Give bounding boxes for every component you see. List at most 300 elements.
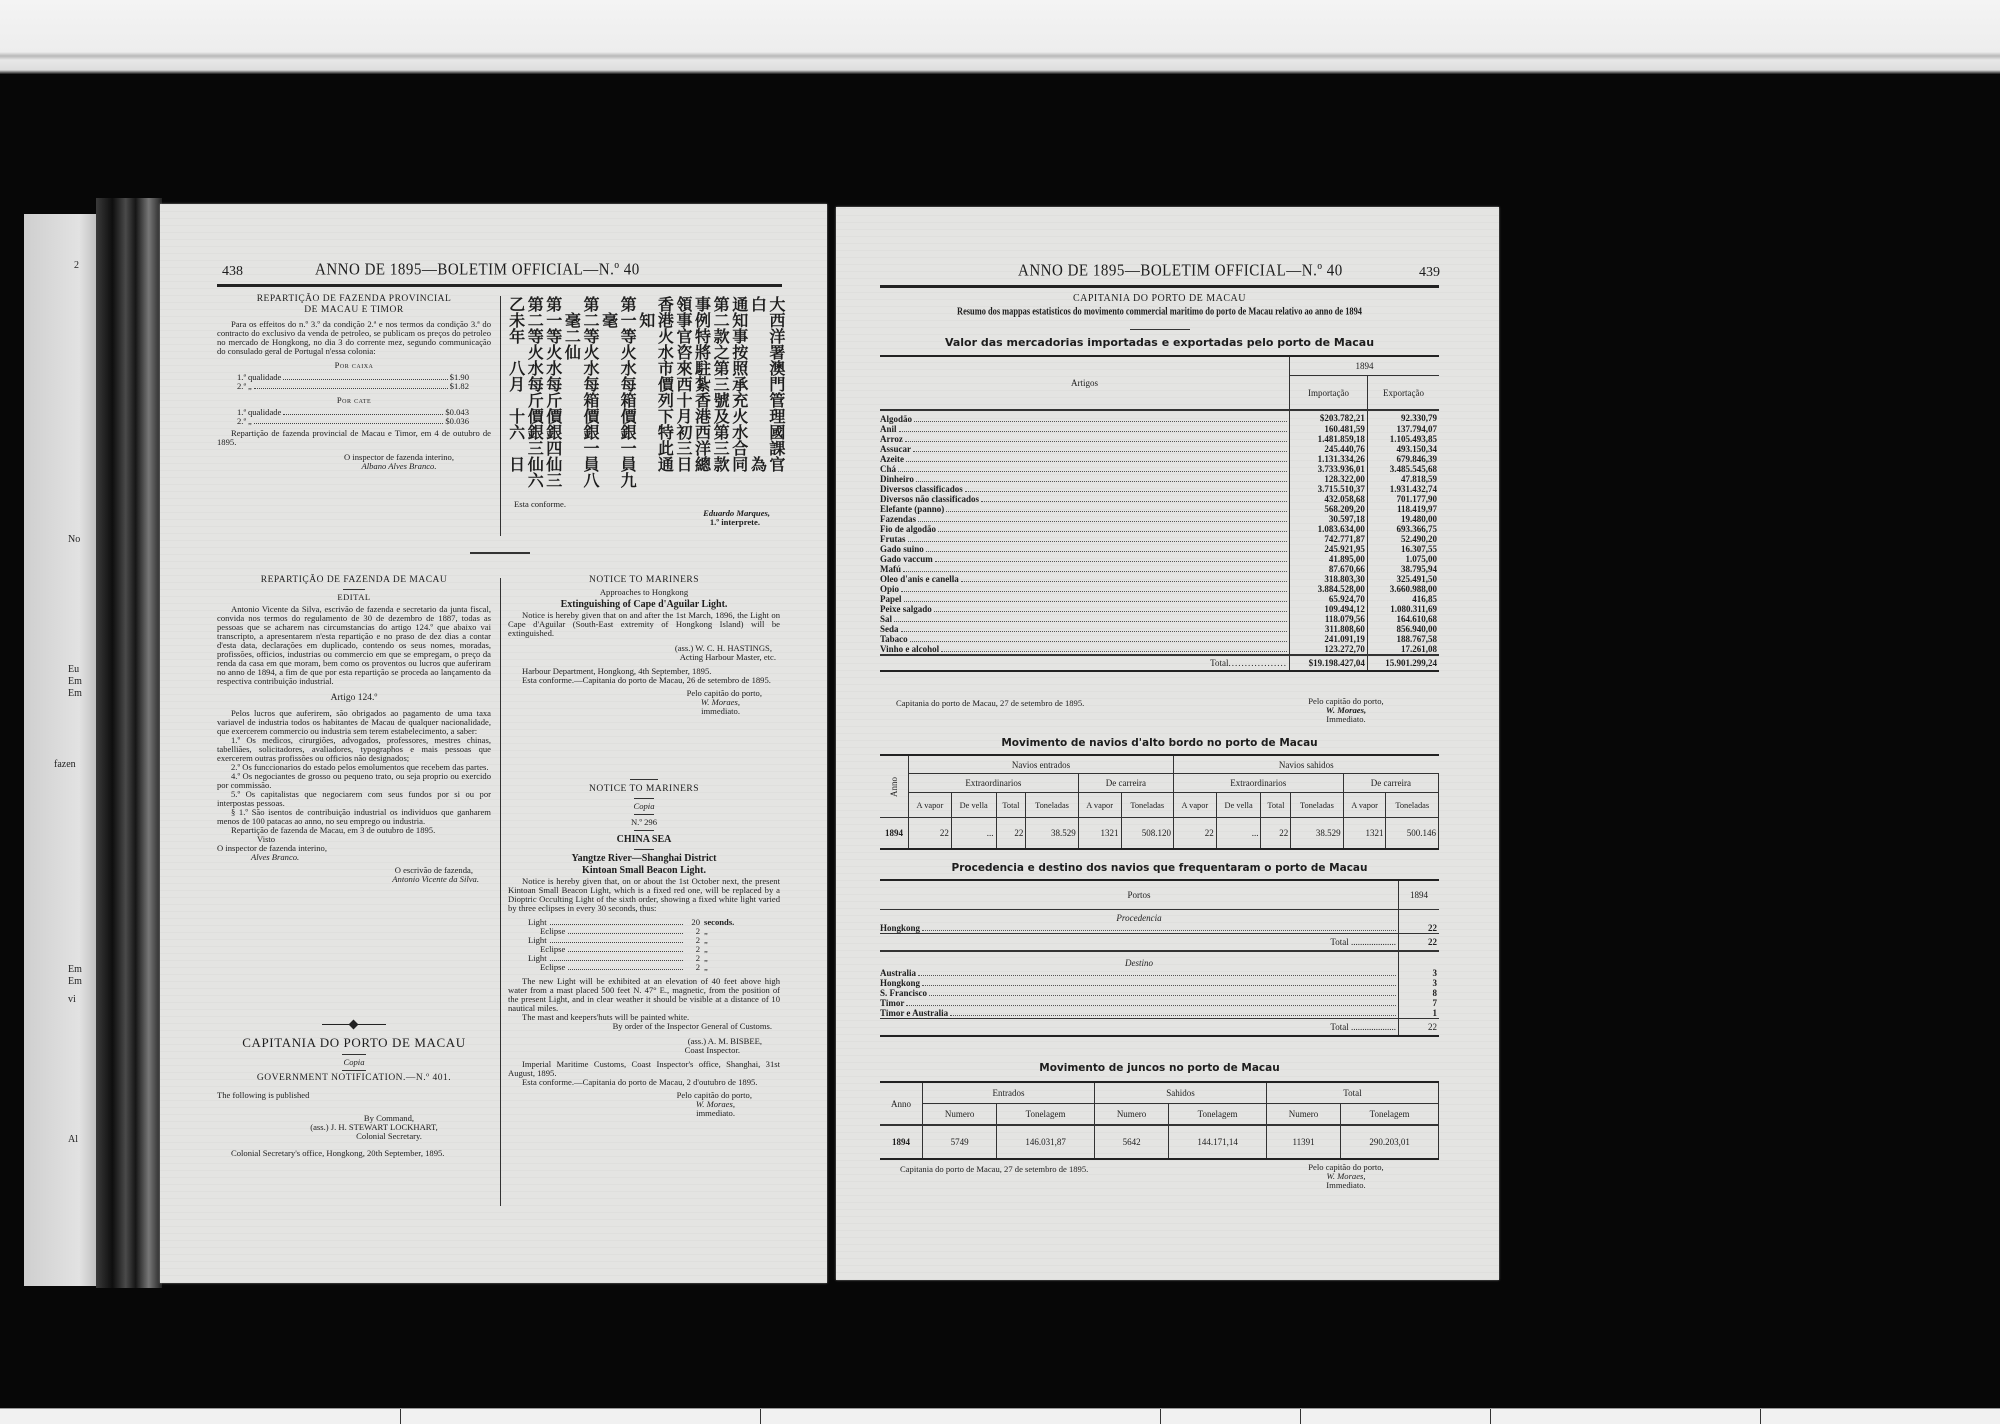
edital-notice bbox=[217, 574, 491, 884]
artigo-title: Artigo 124.º bbox=[330, 693, 378, 703]
fragment-text: No bbox=[68, 534, 81, 545]
port-leader bbox=[880, 968, 1398, 978]
table-row bbox=[880, 444, 1439, 454]
notice-title: NOTICE TO MARINERS bbox=[589, 575, 699, 585]
table-row bbox=[880, 968, 1439, 978]
dot-leader bbox=[568, 933, 683, 934]
artigo-cell bbox=[880, 644, 1290, 655]
signer-title: Coast Inspector. bbox=[684, 1045, 740, 1055]
dot-leader bbox=[550, 942, 683, 943]
export-value: 19.480,00 bbox=[1401, 514, 1437, 524]
artigo-cell bbox=[880, 474, 1290, 484]
artigo-paragraph: 4.º Os negociantes de grosso ou pequeno trato, ou seja proprio ou exercido por commissão. bbox=[217, 771, 491, 790]
export-value: 693.366,75 bbox=[1396, 524, 1437, 534]
artigo-name: Papel bbox=[880, 594, 902, 604]
dot-leader bbox=[894, 621, 1287, 622]
chinese-column: 第一等火水每箱價銀一員九 bbox=[618, 296, 638, 488]
pelo-capitao: Pelo capitão do porto, bbox=[1308, 696, 1384, 706]
artigo-name: Diversos não classificados bbox=[880, 494, 979, 504]
export-value: 1.080.311,69 bbox=[1390, 604, 1437, 614]
notice-subtitle: Approaches to Hongkong bbox=[599, 587, 689, 597]
artigo-leader bbox=[880, 594, 1289, 604]
signer-name: Albano Alves Branco. bbox=[361, 461, 437, 471]
export-value: 17.261,08 bbox=[1401, 644, 1437, 654]
table-row bbox=[880, 554, 1439, 564]
signer-name: W. Moraes, bbox=[1325, 705, 1367, 715]
phase-unit: „ bbox=[704, 962, 708, 972]
artigo-cell bbox=[880, 544, 1290, 554]
artigo-cell bbox=[880, 534, 1290, 544]
total-row bbox=[880, 655, 1439, 671]
valor-table bbox=[880, 355, 1439, 672]
blank bbox=[1399, 910, 1440, 924]
col-year: 1894 bbox=[1290, 356, 1440, 376]
col-tonelagem: Tonelagem bbox=[997, 1104, 1095, 1126]
year-cell: 1894 bbox=[880, 818, 909, 850]
col-year: 1894 bbox=[1399, 880, 1440, 910]
dot-leader bbox=[918, 521, 1287, 522]
phase-unit: „ bbox=[704, 926, 708, 936]
notification-number: GOVERNMENT NOTIFICATION.—N.º 401. bbox=[256, 1073, 452, 1083]
port-leader bbox=[880, 988, 1398, 998]
place-date: Colonial Secretary's office, Hongkong, 20th September, 1895. bbox=[231, 1148, 445, 1158]
phase-row bbox=[528, 963, 748, 972]
artigo-leader bbox=[880, 624, 1289, 634]
export-value: 416,85 bbox=[1412, 594, 1437, 604]
juncos-table-wrapper bbox=[880, 1081, 1439, 1160]
signer-name: W. Moraes, bbox=[700, 697, 740, 707]
artigo-leader bbox=[880, 554, 1289, 564]
separator bbox=[1130, 329, 1190, 330]
ornament-rule bbox=[322, 1024, 386, 1025]
port-value: 3 bbox=[1432, 968, 1437, 978]
artigo-name: Seda bbox=[880, 624, 899, 634]
port-name: Australia bbox=[880, 968, 916, 978]
artigo-leader bbox=[880, 584, 1289, 594]
header-row bbox=[880, 1104, 1439, 1126]
artigo-leader bbox=[880, 454, 1289, 464]
value-cell: 500.146 bbox=[1386, 818, 1439, 850]
table-row bbox=[880, 634, 1439, 644]
chinese-column: 第二等火水每箱價銀一員八 bbox=[580, 296, 600, 488]
dot-leader bbox=[899, 431, 1287, 432]
export-value: 137.794,07 bbox=[1396, 424, 1437, 434]
order-line: By order of the Inspector General of Customs. bbox=[612, 1021, 772, 1031]
export-value: 188.767,58 bbox=[1396, 634, 1437, 644]
dot-leader bbox=[922, 985, 1396, 986]
export-value: 679.846,39 bbox=[1396, 454, 1437, 464]
chinese-column: 知 bbox=[636, 296, 656, 328]
table-row bbox=[880, 504, 1439, 514]
copia-label: Copia bbox=[343, 1057, 365, 1067]
notice-title: REPARTIÇÃO DE FAZENDA PROVINCIAL bbox=[256, 294, 452, 304]
dot-leader bbox=[941, 651, 1287, 652]
conforme: Esta conforme.—Capitania do porto de Macau, 2 d'outubro de 1895. bbox=[522, 1077, 758, 1087]
total-value: 22 bbox=[1428, 1022, 1437, 1032]
export-value: 1.931.432,74 bbox=[1389, 484, 1437, 494]
artigo-leader bbox=[880, 514, 1289, 524]
table-row bbox=[880, 978, 1439, 988]
table-row bbox=[880, 484, 1439, 494]
chinese-conforme: Esta conforme. bbox=[514, 499, 567, 509]
artigo-cell bbox=[880, 594, 1290, 604]
sea-title: CHINA SEA bbox=[616, 834, 672, 845]
col-subheader: A vapor bbox=[1173, 793, 1216, 818]
dot-leader bbox=[981, 501, 1287, 502]
place-date: Imperial Maritime Customs, Coast Inspector's office, Shanghai, 31st August, 1895. bbox=[508, 1059, 780, 1078]
export-value: 493.150,34 bbox=[1396, 444, 1437, 454]
signer-role: Immediato. bbox=[1326, 714, 1366, 724]
export-value: 3.660.988,00 bbox=[1389, 584, 1437, 594]
juncos-title: Movimento de juncos no porto de Macau bbox=[1039, 1062, 1280, 1074]
artigo-leader bbox=[880, 484, 1289, 494]
value-cell: 1321 bbox=[1078, 818, 1121, 850]
chinese-column: 香港火水市價列下特此通 bbox=[655, 296, 675, 472]
procedencia-table-wrapper bbox=[880, 879, 1439, 1037]
artigo-leader bbox=[880, 414, 1289, 424]
import-value: 123.272,70 bbox=[1290, 644, 1368, 655]
value-cell: 508.120 bbox=[1121, 818, 1173, 850]
artigo-cell bbox=[880, 434, 1290, 444]
dot-leader bbox=[934, 611, 1287, 612]
port-cell bbox=[880, 1008, 1399, 1019]
notice-closing: Repartição de fazenda provincial de Macau e Timor, em 4 de outubro de 1895. bbox=[217, 428, 491, 447]
phase-value: 2 bbox=[695, 953, 700, 963]
import-value: 1.131.334,26 bbox=[1290, 454, 1368, 464]
col-subheader: Toneladas bbox=[1026, 793, 1078, 818]
signature-block bbox=[1276, 1163, 1416, 1190]
artigo-cell bbox=[880, 564, 1290, 574]
blank bbox=[1399, 951, 1440, 968]
signer-role: Immediato. bbox=[1326, 1180, 1366, 1190]
chinese-column: 毫二仙 bbox=[562, 296, 582, 360]
notice-body: The new Light will be exhibited at an elevation of 40 feet above high water from a mast placed 500 feet N. 47° E., magnetic, from the position of the present Light, and in clear weather it should be visible at a distance of 10 nautical miles. bbox=[508, 976, 780, 1013]
page-header: ANNO DE 1895—BOLETIM OFFICIAL—N.º 40 bbox=[1018, 261, 1343, 281]
value-cell: ... bbox=[1216, 818, 1261, 850]
artigo-name: Assucar bbox=[880, 444, 911, 454]
dot-leader bbox=[950, 1015, 1396, 1016]
artigo-name: Gado suino bbox=[880, 544, 924, 554]
col-anno bbox=[880, 755, 909, 818]
dot-leader bbox=[908, 541, 1288, 542]
fragment-text: 2 bbox=[74, 260, 79, 271]
total-label: Total .................... bbox=[880, 934, 1399, 952]
fragment-text: Eu bbox=[68, 664, 80, 675]
notice-to-mariners-china-sea bbox=[508, 776, 780, 1118]
signer-role: immediato. bbox=[696, 1108, 735, 1118]
value-cell: 11391 bbox=[1266, 1125, 1340, 1159]
table-row bbox=[880, 923, 1439, 934]
import-value: 311.808,60 bbox=[1290, 624, 1368, 634]
port-value: 3 bbox=[1432, 978, 1437, 988]
port-cell bbox=[880, 978, 1399, 988]
table-row bbox=[880, 624, 1439, 634]
artigo-leader bbox=[880, 574, 1289, 584]
export-value: 3.485.545,68 bbox=[1389, 464, 1437, 474]
artigo-name: Chá bbox=[880, 464, 897, 474]
import-value: 318.803,30 bbox=[1290, 574, 1368, 584]
notice-title: DE MACAU E TIMOR bbox=[304, 305, 404, 315]
escrivao-name: Antonio Vicente da Silva. bbox=[392, 874, 479, 884]
dot-leader bbox=[965, 491, 1287, 492]
procedencia-label: Procedencia bbox=[880, 910, 1399, 924]
notice-heading: Yangtze River—Shanghai District bbox=[571, 853, 717, 864]
fragment-text: vi bbox=[68, 994, 76, 1005]
notice-title: REPARTIÇÃO DE FAZENDA DE MACAU bbox=[260, 575, 448, 585]
price-value: $1.90 bbox=[449, 372, 469, 382]
export-value: 92.330,79 bbox=[1401, 412, 1437, 423]
phase-label: Light bbox=[528, 953, 547, 963]
artigo-paragraph: 2.º Os funccionarios do estado pelos emolumentos que recebem das partes. bbox=[231, 762, 489, 772]
chinese-column: 大西洋署澳門管理國課官 bbox=[766, 296, 786, 472]
total-export: 15.901.299,24 bbox=[1385, 658, 1437, 668]
viewer-bottom-strip bbox=[0, 1408, 2000, 1424]
price-label: 1.ª qualidade bbox=[237, 407, 282, 417]
left-page bbox=[160, 204, 827, 1283]
table-row bbox=[880, 988, 1439, 998]
price-value: $0.036 bbox=[445, 416, 469, 426]
artigo-cell bbox=[880, 574, 1290, 584]
inspector-name: Alves Branco. bbox=[251, 852, 300, 862]
pelo-capitao: Pelo capitão do porto, bbox=[676, 1090, 752, 1100]
artigo-leader bbox=[880, 634, 1289, 644]
price-value: $1.82 bbox=[449, 381, 469, 391]
dot-leader bbox=[926, 551, 1287, 552]
visto-label: Visto bbox=[257, 834, 276, 844]
notice-heading: Extinguishing of Cape d'Aguilar Light. bbox=[560, 599, 728, 610]
artigo-cell bbox=[880, 494, 1290, 504]
phase-value: 2 bbox=[695, 944, 700, 954]
juncos-table bbox=[880, 1081, 1439, 1160]
table-row bbox=[880, 998, 1439, 1008]
price-label: 2.ª „ bbox=[237, 381, 252, 391]
import-value: 1.083.634,00 bbox=[1290, 524, 1368, 534]
viewer-top-bar bbox=[0, 0, 2000, 74]
chinese-column: 第一等火水每斤價銀四仙三 bbox=[543, 296, 563, 488]
dot-leader bbox=[913, 451, 1287, 452]
export-value: 1.075,00 bbox=[1405, 554, 1437, 564]
col-subheader: A vapor bbox=[1078, 793, 1121, 818]
notice-body: Notice is hereby given that, on or about the 1st October next, the present Kintoan Small Beacon Light, which is a fixed red one, will be replaced by a Dioptric Occulting Light of the sixth order, showing a fixed white light varied by three eclipses in every 30 seconds, thus: bbox=[508, 876, 780, 913]
dot-leader bbox=[901, 591, 1287, 592]
by-command: By Command, bbox=[363, 1113, 415, 1123]
edital-body: Antonio Vicente da Silva, escrivão de fazenda e secretario da junta fiscal, convida nos termos do regulamento de 30 de dezembro de 1887, todas as pessoas que se acharem nas circumstancias do artigo 124.º que abaixo vai transcripto, a apresentarem n'esta repartição e no praso de dez dias a contar d'esta data, declarações em duplicado, contendo os seus nomes, moradas, profissões, officios, industrias ou commercio em que se empregam, o preço da renda da casa em que moram, bem como os proventos ou lucros que auferiram no anno de 1894, a fim de que por esta repartição se proceda ao lançamento da respectiva contribuição industrial. bbox=[217, 604, 491, 686]
table-row bbox=[880, 434, 1439, 444]
export-value: 701.177,90 bbox=[1396, 494, 1437, 504]
artigo-cell bbox=[880, 514, 1290, 524]
port-cell bbox=[880, 988, 1399, 998]
artigo-leader bbox=[880, 434, 1289, 444]
fragment-text: Em bbox=[68, 976, 82, 987]
dot-leader bbox=[922, 930, 1396, 931]
export-value: 16.307,55 bbox=[1401, 544, 1437, 554]
table-row bbox=[880, 474, 1439, 484]
total-label: Total .................... bbox=[880, 1019, 1399, 1037]
import-value: 87.670,66 bbox=[1290, 564, 1368, 574]
header-rule bbox=[217, 284, 782, 287]
artigo-cell bbox=[880, 524, 1290, 534]
dot-leader bbox=[903, 571, 1287, 572]
artigo-paragraph: § 1.º São isentos de contribuição industrial os individuos que ganharem menos de 100 patacas ao anno, no seu emprego ou industria. bbox=[217, 807, 491, 826]
artigo-cell bbox=[880, 464, 1290, 474]
artigo-name: Fio de algodão bbox=[880, 524, 937, 534]
artigo-cell bbox=[880, 634, 1290, 644]
phase-value: 20 bbox=[691, 917, 700, 927]
value-cell: 1321 bbox=[1343, 818, 1386, 850]
header-row bbox=[880, 793, 1439, 818]
export-value: 52.490,20 bbox=[1401, 534, 1437, 544]
anno-label: Anno bbox=[889, 776, 899, 797]
fragment-text: Em bbox=[68, 964, 82, 975]
value-cell: 22 bbox=[996, 818, 1026, 850]
artigo-cell bbox=[880, 424, 1290, 434]
import-value: 109.494,12 bbox=[1290, 604, 1368, 614]
procedencia-title: Procedencia e destino dos navios que frequentaram o porto de Macau bbox=[951, 862, 1368, 874]
destino-label: Destino bbox=[880, 951, 1399, 968]
signer-name: W. Moraes, bbox=[1326, 1171, 1366, 1181]
port-leader bbox=[880, 978, 1398, 988]
import-value: 245.440,76 bbox=[1290, 444, 1368, 454]
import-value: 160.481,59 bbox=[1290, 424, 1368, 434]
artigo-name: Diversos classificados bbox=[880, 484, 963, 494]
col-import: Importação bbox=[1290, 376, 1368, 410]
light-phases bbox=[528, 918, 748, 972]
dot-leader: .................. bbox=[1228, 658, 1287, 668]
section-separator bbox=[470, 552, 530, 554]
signer-name: W. Moraes, bbox=[695, 1099, 735, 1109]
import-value: 1.481.859,18 bbox=[1290, 434, 1368, 444]
artigo-cell bbox=[880, 410, 1290, 424]
total-import: $19.198.427,04 bbox=[1290, 655, 1368, 671]
artigo-name: Oleo d'anis e canella bbox=[880, 574, 959, 584]
dot-leader bbox=[914, 421, 1287, 422]
artigo-name: Dinheiro bbox=[880, 474, 914, 484]
signer-name: (ass.) A. M. BISBEE, bbox=[687, 1036, 762, 1046]
phase-row bbox=[528, 945, 748, 954]
col-subheader: Total bbox=[1261, 793, 1291, 818]
artigo-leader bbox=[880, 604, 1289, 614]
value-cell: 22 bbox=[909, 818, 952, 850]
port-cell bbox=[880, 968, 1399, 978]
table-row bbox=[880, 584, 1439, 594]
col-entrados: Entrados bbox=[923, 1082, 1095, 1104]
col-sahidos: Sahidos bbox=[1094, 1082, 1266, 1104]
summary-title: Resumo dos mappas estatisticos do movimento commercial maritimo do porto de Macau relativo ao anno de 1894 bbox=[957, 305, 1362, 318]
phase-label: Light bbox=[528, 917, 547, 927]
section-row bbox=[880, 951, 1439, 968]
chinese-text bbox=[506, 296, 785, 496]
phase-row bbox=[528, 927, 748, 936]
navios-table bbox=[880, 754, 1439, 850]
export-value: 1.105.493,85 bbox=[1389, 434, 1437, 444]
col-numero: Numero bbox=[1094, 1104, 1168, 1126]
signer-title: O inspector de fazenda interino, bbox=[343, 452, 454, 462]
table-row bbox=[880, 494, 1439, 504]
column-divider bbox=[500, 296, 501, 536]
phase-unit: „ bbox=[704, 944, 708, 954]
import-value: 128.322,00 bbox=[1290, 474, 1368, 484]
col-total: Total bbox=[1266, 1082, 1438, 1104]
header-row bbox=[880, 880, 1439, 910]
value-cell: 290.203,01 bbox=[1341, 1125, 1439, 1159]
table-row bbox=[880, 454, 1439, 464]
price-row bbox=[237, 417, 469, 426]
artigo-name: Anil bbox=[880, 424, 897, 434]
artigo-paragraph: Pelos lucros que auferirem, são obrigados ao pagamento de uma taxa variavel de industria todos os habitantes de Macau de qualquer nacionalidade, que exercerem commercio ou industria sem terem estabelecimento, a saber: bbox=[217, 708, 491, 736]
table-row bbox=[880, 574, 1439, 584]
table-row bbox=[880, 410, 1439, 424]
export-value: 164.610,68 bbox=[1396, 614, 1437, 624]
price-row bbox=[237, 373, 469, 382]
table-row bbox=[880, 464, 1439, 474]
phase-unit: seconds. bbox=[704, 917, 735, 927]
port-leader bbox=[880, 923, 1398, 933]
notice-heading: Kintoan Small Beacon Light. bbox=[582, 865, 706, 876]
port-name: Hongkong bbox=[880, 978, 921, 988]
notice-title: NOTICE TO MARINERS bbox=[589, 784, 699, 794]
col-anno: Anno bbox=[880, 1082, 923, 1125]
artigo-leader bbox=[880, 544, 1289, 554]
chinese-column: 乙未年 八月 十六 日 bbox=[506, 296, 526, 472]
table-row bbox=[880, 514, 1439, 524]
col-extraordinarios: Extraordinarios bbox=[1173, 774, 1343, 793]
fragment-text: Em bbox=[68, 688, 82, 699]
page-number: 438 bbox=[222, 264, 243, 279]
conforme: Esta conforme.—Capitania do porto de Macau, 26 de setembro de 1895. bbox=[522, 675, 771, 685]
chinese-notice bbox=[506, 296, 786, 527]
artigo-cell bbox=[880, 454, 1290, 464]
import-value: 432.058,68 bbox=[1290, 494, 1368, 504]
import-value: 742.771,87 bbox=[1290, 534, 1368, 544]
phase-label: Light bbox=[528, 935, 547, 945]
value-cell: ... bbox=[951, 818, 996, 850]
artigo-name: Elefante (panno) bbox=[880, 504, 945, 514]
fragment-text: fazen bbox=[54, 759, 76, 770]
government-notification bbox=[217, 1024, 491, 1158]
phase-unit: „ bbox=[704, 953, 708, 963]
artigo-leader bbox=[880, 494, 1289, 504]
table-row bbox=[880, 1008, 1439, 1019]
price-group-label: Por cate bbox=[336, 395, 372, 405]
dot-leader bbox=[938, 531, 1287, 532]
col-entrados: Navios entrados bbox=[909, 755, 1174, 774]
header-row bbox=[880, 755, 1439, 774]
year-cell: 1894 bbox=[880, 1125, 923, 1159]
export-value: 38.795,94 bbox=[1401, 564, 1437, 574]
price-value: $0.043 bbox=[445, 407, 469, 417]
import-value: 3.715.510,37 bbox=[1290, 484, 1368, 494]
col-subheader: A vapor bbox=[909, 793, 952, 818]
col-subheader: De vella bbox=[951, 793, 996, 818]
phase-value: 2 bbox=[695, 926, 700, 936]
value-cell: 38.529 bbox=[1291, 818, 1343, 850]
artigo-leader bbox=[880, 524, 1289, 534]
notice-body: The mast and keepers'huts will be painted white. bbox=[522, 1012, 690, 1022]
port-name: Timor bbox=[880, 998, 905, 1008]
artigo-leader bbox=[880, 424, 1289, 434]
col-artigos: Artigos bbox=[880, 356, 1290, 410]
dot-leader bbox=[929, 995, 1396, 996]
col-tonelagem: Tonelagem bbox=[1341, 1104, 1439, 1126]
navios-table-wrapper bbox=[880, 754, 1439, 850]
total-label-cell bbox=[880, 655, 1290, 671]
price-label: 1.ª qualidade bbox=[237, 372, 282, 382]
section-row bbox=[880, 910, 1439, 924]
artigo-name: Fazendas bbox=[880, 514, 916, 524]
artigo-cell bbox=[880, 614, 1290, 624]
col-subheader: Toneladas bbox=[1386, 793, 1439, 818]
table-row bbox=[880, 544, 1439, 554]
